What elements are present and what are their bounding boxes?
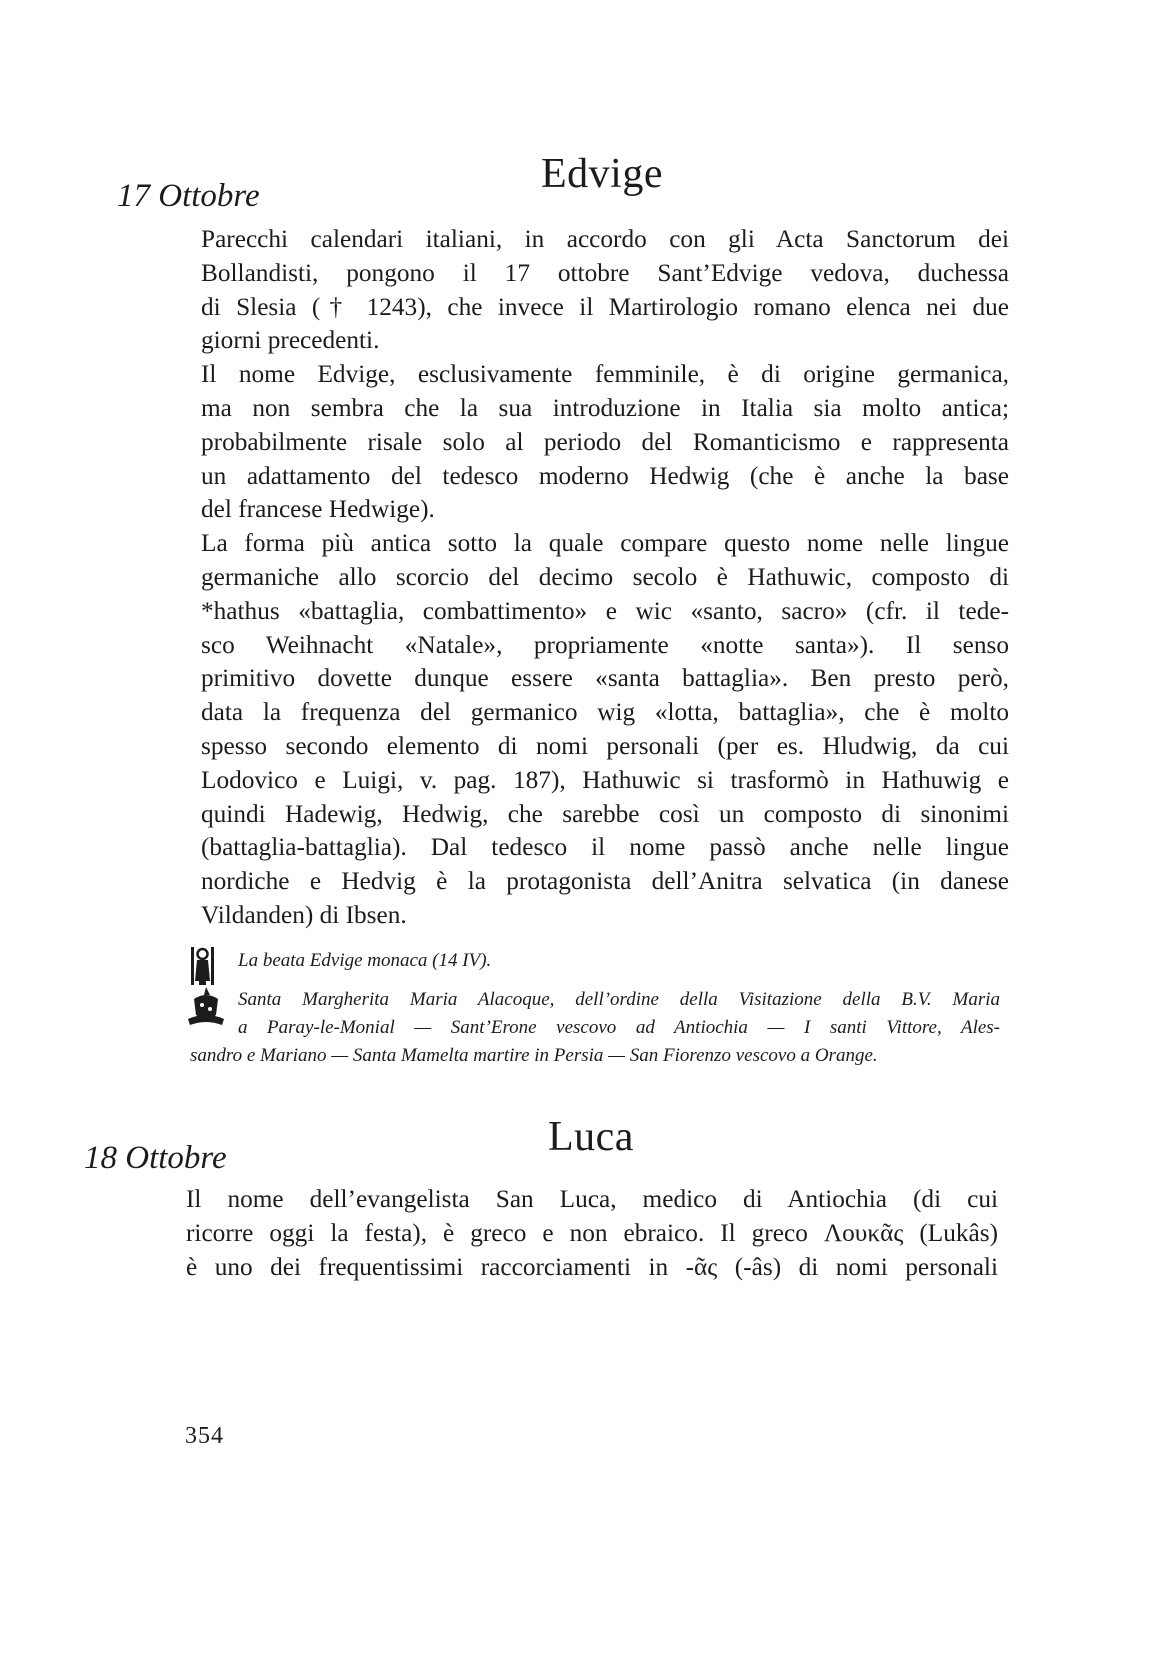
entry-body — [186, 1183, 998, 1284]
entry-title: Luca — [548, 1114, 634, 1160]
body-line: quindi Hadewig, Hedwig, che sarebbe così un composto di sinonimi — [201, 799, 1009, 828]
body-line: di Slesia († 1243), che invece il Martirologio romano elenca nei due — [201, 292, 1009, 321]
entry-date: 18 Ottobre — [84, 1140, 227, 1176]
body-line: ma non sembra che la sua introduzione in Italia sia molto antica; — [201, 393, 1009, 422]
body-line: ricorre oggi la festa), è greco e non ebraico. Il greco Λουκᾶς (Lukâs) — [186, 1218, 998, 1247]
body-line: un adattamento del tedesco moderno Hedwig (che è anche la base — [201, 461, 1009, 490]
body-line: nordiche e Hedvig è la protagonista dell’Anitra selvatica (in danese — [201, 867, 1009, 896]
entry-date: 17 Ottobre — [117, 178, 260, 214]
body-line: Bollandisti, pongono il 17 ottobre Sant’Edvige vedova, duchessa — [201, 258, 1009, 287]
body-line: data la frequenza del germanico wig «lotta, battaglia», che è molto — [201, 698, 1009, 727]
body-line: è uno dei frequentissimi raccorciamenti in -ᾶς (-âs) di nomi personali — [186, 1252, 998, 1281]
body-line: *hathus «battaglia, combattimento» e wic «santo, sacro» (cfr. il tede- — [201, 596, 1009, 625]
body-line: del francese Hedwige). — [201, 495, 435, 524]
body-line: probabilmente risale solo al periodo del Romanticismo e rappresenta — [201, 427, 1009, 456]
body-line: Il nome dell’evangelista San Luca, medico di Antiochia (di cui — [186, 1185, 998, 1213]
body-line: Parecchi calendari italiani, in accordo con gli Acta Sanctorum dei — [201, 225, 1009, 253]
entry-title: Edvige — [541, 151, 663, 197]
note-line: Santa Margherita Maria Alacoque, dell’ordine della Visitazione della B.V. Maria — [238, 989, 1000, 1010]
note-line: a Paray-le-Monial — Sant’Erone vescovo ad Antiochia — I santi Vittore, Ales- — [238, 1017, 1000, 1038]
body-line: Vildanden) di Ibsen. — [201, 900, 407, 929]
entry-body — [201, 223, 1009, 933]
body-line: Lodovico e Luigi, v. pag. 187), Hathuwic si trasformò in Hathuwig e — [201, 765, 1009, 794]
body-line: Il nome Edvige, esclusivamente femminile, è di origine germanica, — [201, 360, 1009, 389]
body-line: primitivo dovette dunque essere «santa battaglia». Ben presto però, — [201, 664, 1009, 693]
saints-note — [190, 986, 1000, 1070]
body-line: giorni precedenti. — [201, 326, 380, 355]
page-number: 354 — [185, 1423, 224, 1449]
note-line: sandro e Mariano — Santa Mamelta martire in Persia — San Fiorenzo vescovo a Orange. — [190, 1045, 878, 1066]
body-line: germaniche allo scorcio del decimo secolo è Hathuwic, composto di — [201, 562, 1009, 591]
note-text: La beata Edvige monaca (14 IV). — [238, 950, 492, 971]
body-line: sco Weihnacht «Natale», propriamente «notte santa»). Il senso — [201, 630, 1009, 659]
body-line: spesso secondo elemento di nomi personali (per es. Hludwig, da cui — [201, 731, 1009, 760]
body-line: (battaglia-battaglia). Dal tedesco il nome passò anche nelle lingue — [201, 833, 1009, 862]
body-line: La forma più antica sotto la quale compare questo nome nelle lingue — [201, 529, 1009, 558]
memorial-note — [238, 947, 491, 975]
